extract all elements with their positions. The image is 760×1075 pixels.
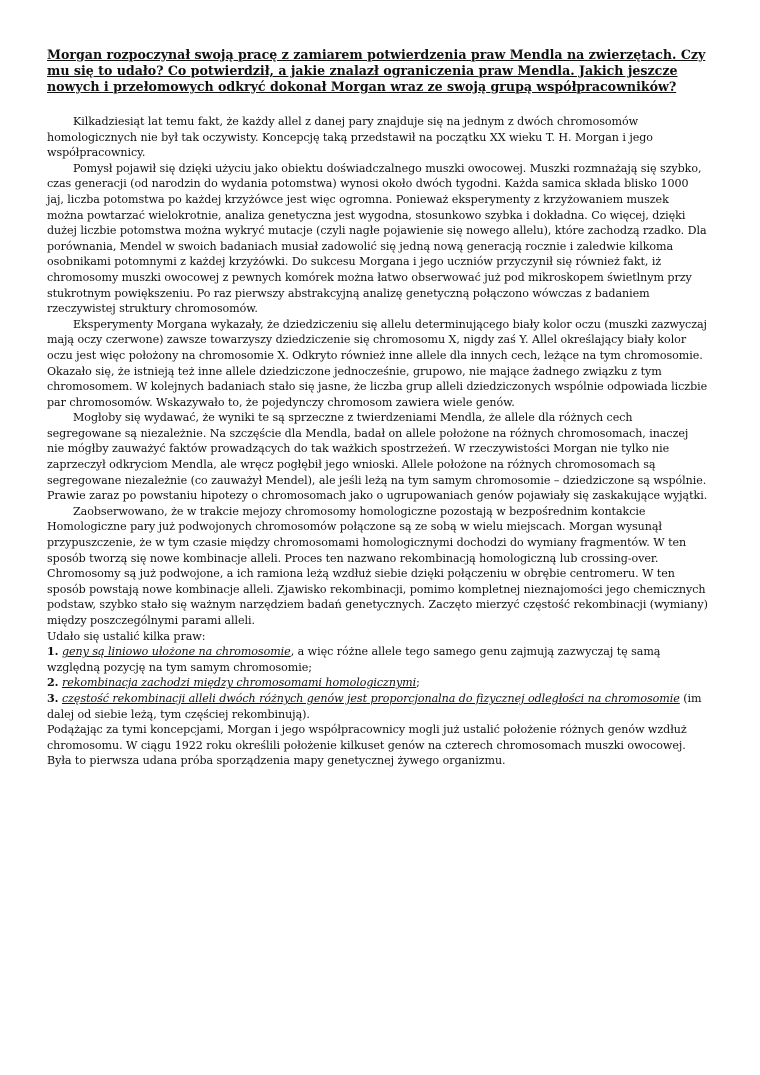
list-number-3: 3. — [47, 691, 59, 705]
document-body — [47, 114, 708, 769]
list-item-1 — [47, 644, 708, 675]
closing-paragraph: Podążając za tymi koncepcjami, Morgan i jego współpracownicy mogli już ustalić położenie różnych genów wzdłuż chromosomu. W ciągu 1922 roku określili położenie kilkuset genów na czterech chromosomach muszki owocowej. Była to pierwsza udana próba sporządzenia mapy genetycznej żywego organizmu. — [47, 723, 687, 768]
document-title: Morgan rozpoczynał swoją pracę z zamiarem potwierdzenia praw Mendla na zwierzętach. Czy mu się to udało? Co potwierdził, a jakie znalazł ograniczenia praw Mendla. Jakich jeszcze nowych i przełomowych odkryć dokonał Morgan wraz ze swoją grupą współpracowników? — [47, 47, 706, 94]
list-law-1: geny są liniowo ułożone na chromosomie — [61, 645, 291, 659]
paragraph-2: Pomysł pojawił się dzięki użyciu jako obiektu doświadczalnego muszki owocowej. Muszki rozmnażają się szybko, czas generacji (od narodzin do wydania potomstwa) wynosi około dwóch tygodni. Każda samica składa blisko 1000 jaj, liczba potomstwa po każdej krzyżówce jest więc ogromna. Ponieważ eksperymenty z krzyżowaniem muszek można powtarzać wielokrotnie, analiza genetyczna jest wygodna, stosunkowo szybka i dokładna. Co więcej, dzięki dużej liczbie potomstwa można wykryć mutacje (czyli nagłe pojawienie się nowego allelu), które zachodzą rzadko. Dla porównania, Mendel w swoich badaniach musiał zadowolić się jedną nową generacją rocznie i zaledwie kilkoma osobnikami potomnymi z każdej krzyżówki. Do sukcesu Morgana i jego uczniów przyczynił się również fakt, iż chromosomy muszki owocowej z pewnych komórek można łatwo obserwować już pod mikroskopem świetlnym przy stukrotnym powiększeniu. Po raz pierwszy abstrakcyjną analizę genetyczną połączono wówczas z badaniem rzeczywistej struktury chromosomów. — [47, 161, 707, 316]
paragraph-5: Zaobserwowano, że w trakcie mejozy chromosomy homologiczne pozostają w bezpośrednim kontakcie Homologiczne pary już podwojonych chromosomów połączone są ze sobą w wielu miejscach. Morgan wysunął przypuszczenie, że w tym czasie między chromosomami homologicznymi dochodzi do wymiany fragmentów. W ten sposób tworzą się nowe kombinacje alleli. Proces ten nazwano rekombinacją homologiczną lub crossing-over. Chromosomy są już podwojone, a ich ramiona leżą wzdłuż siebie dzięki połączeniu w obrębie centromeru. W ten sposób powstają nowe kombinacje alleli. Zjawisko rekombinacji, pomimo kompletnej nieznajomości jego chemicznych podstaw, szybko stało się ważnym narzędziem badań genetycznych. Zaczęto mierzyć częstość rekombinacji (wymiany) między poszczególnymi parami alleli. — [47, 504, 708, 627]
list-number-2: 2. — [47, 676, 59, 690]
list-item-3 — [47, 691, 708, 722]
list-rest-1: , a więc różne allele tego samego genu zajmują zazwyczaj tę samą względną pozycję na tym samym chromosomie; — [47, 645, 661, 674]
list-law-2: rekombinacja zachodzi między chromosomami homologicznymi — [61, 676, 417, 690]
list-law-3: częstość rekombinacji alleli dwóch różnych genów jest proporcjonalna do fizycznej odległości na chromosomie — [61, 691, 680, 705]
paragraph-3: Eksperymenty Morgana wykazały, że dziedziczeniu się allelu determinującego biały kolor oczu (muszki zazwyczaj mają oczy czerwone) zawsze towarzyszy dziedziczenie się chromosomu X, nigdy zaś Y. Allel określający biały kolor oczu jest więc położony na chromosomie X. Odkryto również inne allele dla innych cech, leżące na tym chromosomie. Okazało się, że istnieją też inne allele dziedziczone jednocześnie, grupowo, nie mające żadnego związku z tym chromosomem. W kolejnych badaniach stało się jasne, że liczba grup alleli dziedziczonych wspólnie odpowiada liczbie par chromosomów. Wskazywało to, że pojedynczy chromosom zawiera wiele genów. — [47, 317, 708, 409]
paragraph-4: Mogłoby się wydawać, że wyniki te są sprzeczne z twierdzeniami Mendla, że allele dla różnych cech segregowane są niezależnie. Na szczęście dla Mendla, badał on allele położone na różnych chromosomach, inaczej nie mógłby zauważyć faktów prowadzących do tak ważkich spostrzeżeń. W rzeczywistości Morgan nie tylko nie zaprzeczył odkryciom Mendla, ale wręcz pogłębił jego wnioski. Allele położone na różnych chromosomach są segregowane niezależnie (co zauważył Mendel), ale jeśli leżą na tym samym chromosomie – dziedziczone są wspólnie. Prawie zaraz po powstaniu hipotezy o chromosomach jako o ugrupowaniach genów pojawiały się zaskakujące wyjątki. — [47, 411, 708, 503]
list-intro: Udało się ustalić kilka praw: — [47, 629, 206, 643]
list-item-2 — [47, 675, 708, 691]
list-number-1: 1. — [47, 645, 59, 659]
list-rest-2: ; — [416, 676, 420, 690]
paragraph-1: Kilkadziesiąt lat temu fakt, że każdy allel z danej pary znajduje się na jednym z dwóch chromosomów homologicznych nie był tak oczywisty. Koncepcję taką przedstawił na początku XX wieku T. H. Morgan i jego współpracownicy. — [47, 115, 653, 160]
list-rest-3: (im dalej od siebie leżą, tym częściej rekombinują). — [47, 691, 702, 721]
